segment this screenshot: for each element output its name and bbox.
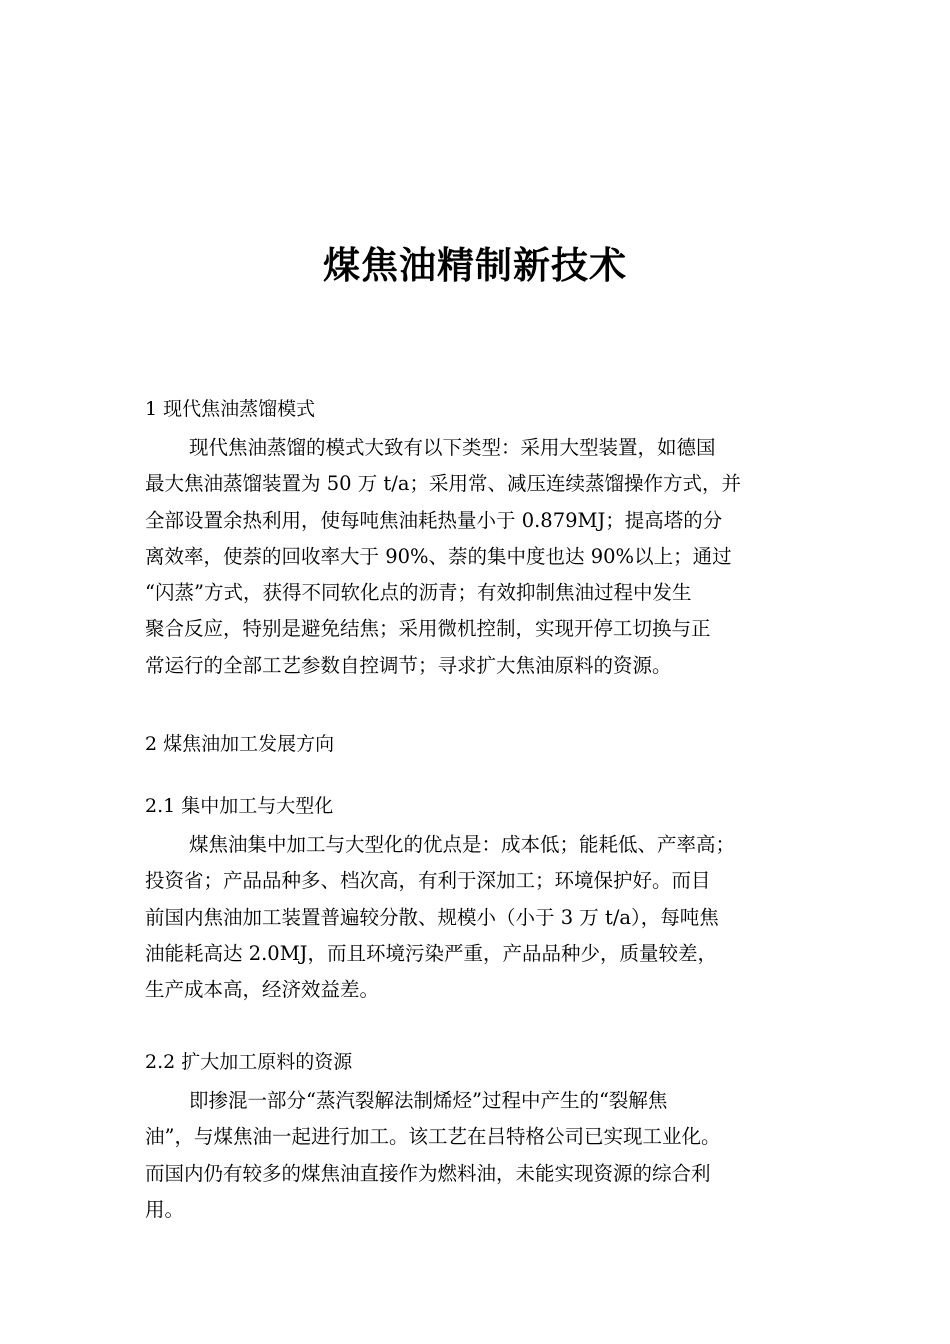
paragraph-line: 即掺混一部分“蒸汽裂解法制烯烃”过程中产生的“裂解焦 xyxy=(189,1089,668,1112)
paragraph-line: 油能耗高达 2.0MJ，而且环境污染严重，产品品种少，质量较差， xyxy=(145,941,717,965)
paragraph-line: 用。 xyxy=(145,1197,185,1221)
section-2-1-paragraph xyxy=(145,827,805,1008)
section-heading-2-2: 2.2 扩大加工原料的资源 xyxy=(145,1051,353,1073)
paragraph-line: 生产成本高，经济效益差。 xyxy=(145,978,380,1002)
paragraph-line: 现代焦油蒸馏的模式大致有以下类型：采用大型装置，如德国 xyxy=(189,436,716,459)
section-2-2-paragraph xyxy=(145,1083,805,1228)
paragraph-line: 离效率，使萘的回收率大于 90%、萘的集中度也达 90%以上；通过 xyxy=(145,544,732,568)
section-heading-2: 2 煤焦油加工发展方向 xyxy=(145,733,335,755)
paragraph-line: 最大焦油蒸馏装置为 50 万 t/a；采用常、减压连续蒸馏操作方式，并 xyxy=(145,472,741,496)
paragraph-line: 油”，与煤焦油一起进行加工。该工艺在吕特格公司已实现工业化。 xyxy=(145,1125,721,1149)
paragraph-line: 前国内焦油加工装置普遍较分散、规模小（小于 3 万 t/a），每吨焦 xyxy=(145,905,719,929)
paragraph-line: 聚合反应，特别是避免结焦；采用微机控制，实现开停工切换与正 xyxy=(145,617,711,641)
section-1-paragraph xyxy=(145,430,805,684)
paragraph-line: 常运行的全部工艺参数自控调节；寻求扩大焦油原料的资源。 xyxy=(145,653,672,677)
document-title: 煤焦油精制新技术 xyxy=(323,244,627,287)
paragraph-line: 全部设置余热利用，使每吨焦油耗热量小于 0.879MJ；提高塔的分 xyxy=(145,508,723,532)
paragraph-line: 而国内仍有较多的煤焦油直接作为燃料油，未能实现资源的综合利 xyxy=(145,1161,711,1185)
section-heading-2-1: 2.1 集中加工与大型化 xyxy=(145,795,334,817)
paragraph-line: “闪蒸”方式，获得不同软化点的沥青；有效抑制焦油过程中发生 xyxy=(145,581,692,605)
paragraph-line: 投资省；产品品种多、档次高，有利于深加工；环境保护好。而目 xyxy=(145,869,711,893)
paragraph-line: 煤焦油集中加工与大型化的优点是：成本低；能耗低、产率高； xyxy=(189,833,736,856)
section-heading-1: 1 现代焦油蒸馏模式 xyxy=(145,398,316,420)
